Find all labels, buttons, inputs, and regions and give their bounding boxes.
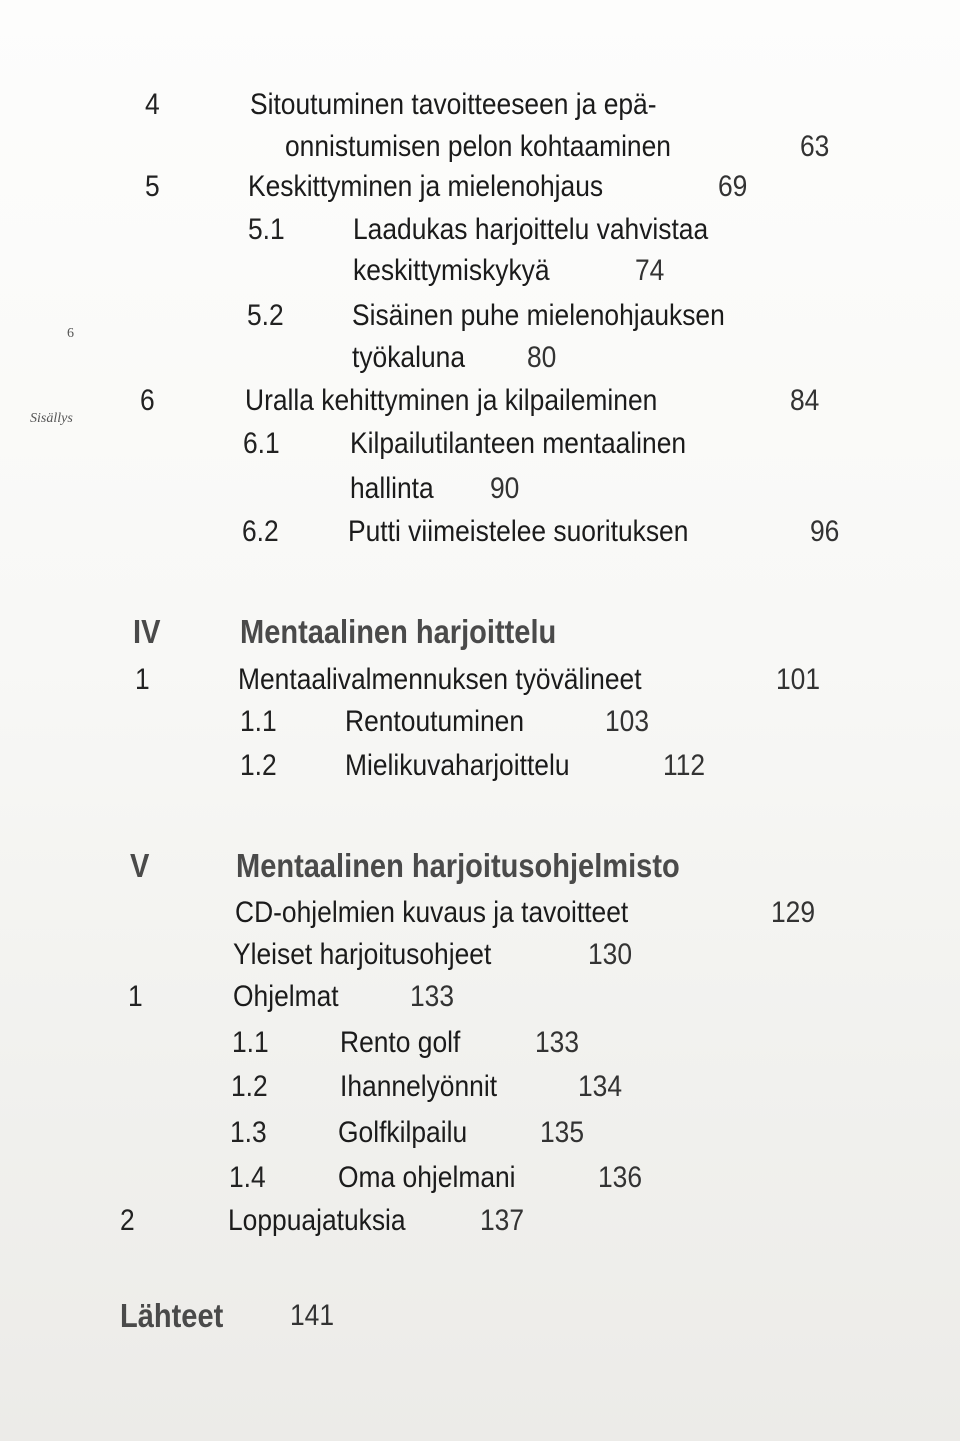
toc-section-number: 6 <box>140 384 155 417</box>
toc-entry-title: CD-ohjelmien kuvaus ja tavoitteet <box>235 896 629 929</box>
toc-section-number: 5.1 <box>248 213 285 246</box>
toc-section-number: 5.2 <box>247 299 284 332</box>
toc-section-number: 1 <box>135 663 150 696</box>
toc-page-number: 84 <box>790 384 820 417</box>
toc-entry-title: Sisäinen puhe mielenohjauksen <box>352 299 725 332</box>
toc-entry-title: Mentaalivalmennuksen työvälineet <box>238 663 642 696</box>
toc-entry-title: hallinta <box>350 472 434 505</box>
toc-page-number: 90 <box>490 472 520 505</box>
toc-page-number: 69 <box>718 170 748 203</box>
toc-section-number: 2 <box>120 1204 135 1237</box>
toc-page-number: 141 <box>290 1299 335 1332</box>
toc-entry-title: Kilpailutilanteen mentaalinen <box>350 427 687 460</box>
toc-entry-title: Uralla kehittyminen ja kilpaileminen <box>245 384 658 417</box>
toc-part-heading: Lähteet <box>120 1297 224 1334</box>
toc-entry-title: Laadukas harjoittelu vahvistaa <box>353 213 709 246</box>
toc-part-heading: Mentaalinen harjoittelu <box>240 613 557 650</box>
toc-page-number: 134 <box>578 1070 623 1103</box>
toc-entry-title: Rentoutuminen <box>345 705 525 738</box>
toc-section-number: 1.4 <box>229 1161 266 1194</box>
toc-section-number: 1.1 <box>240 705 277 738</box>
toc-page-number: 137 <box>480 1204 525 1237</box>
toc-section-number: 1.2 <box>240 749 277 782</box>
toc-entry-title: onnistumisen pelon kohtaaminen <box>285 130 671 163</box>
toc-section-number: 4 <box>145 88 160 121</box>
toc-entry-title: Yleiset harjoitusohjeet <box>233 938 492 971</box>
page-number: 6 <box>67 326 74 341</box>
toc-page-number: 129 <box>771 896 816 929</box>
toc-section-number: 5 <box>145 170 160 203</box>
toc-page-number: 103 <box>605 705 650 738</box>
toc-page-number: 135 <box>540 1116 585 1149</box>
toc-entry-title: Keskittyminen ja mielenohjaus <box>248 170 604 203</box>
toc-page-number: 80 <box>527 341 557 374</box>
toc-entry-title: Loppuajatuksia <box>228 1204 406 1237</box>
toc-section-number: 1.2 <box>231 1070 268 1103</box>
toc-entry-title: Putti viimeistelee suorituksen <box>348 515 689 548</box>
toc-page-number: 133 <box>535 1026 580 1059</box>
toc-entry-title: Oma ohjelmani <box>338 1161 516 1194</box>
toc-section-number: V <box>130 847 150 884</box>
toc-entry-title: Rento golf <box>340 1026 461 1059</box>
toc-part-heading: Mentaalinen harjoitusohjelmisto <box>236 847 680 884</box>
toc-section-number: 1.1 <box>232 1026 269 1059</box>
running-head: Sisällys <box>30 411 73 426</box>
toc-entry-title: Golfkilpailu <box>338 1116 468 1149</box>
toc-page-number: 74 <box>635 254 665 287</box>
toc-section-number: 6.1 <box>243 427 280 460</box>
toc-entry-title: Ohjelmat <box>233 980 339 1013</box>
toc-page-number: 101 <box>776 663 821 696</box>
toc-page-number: 136 <box>598 1161 643 1194</box>
toc-page-number: 96 <box>810 515 840 548</box>
toc-page-number: 133 <box>410 980 455 1013</box>
toc-page-number: 112 <box>663 749 706 782</box>
toc-section-number: 6.2 <box>242 515 279 548</box>
toc-page-number: 63 <box>800 130 830 163</box>
toc-section-number: 1 <box>128 980 143 1013</box>
toc-entry-title: työkaluna <box>352 341 466 374</box>
toc-entry-title: keskittymiskykyä <box>353 254 550 287</box>
toc-entry-title: Sitoutuminen tavoitteeseen ja epä- <box>250 88 657 121</box>
toc-entry-title: Ihannelyönnit <box>340 1070 498 1103</box>
toc-page-number: 130 <box>588 938 633 971</box>
toc-section-number: IV <box>133 613 161 650</box>
toc-section-number: 1.3 <box>230 1116 267 1149</box>
toc-entry-title: Mielikuvaharjoittelu <box>345 749 570 782</box>
